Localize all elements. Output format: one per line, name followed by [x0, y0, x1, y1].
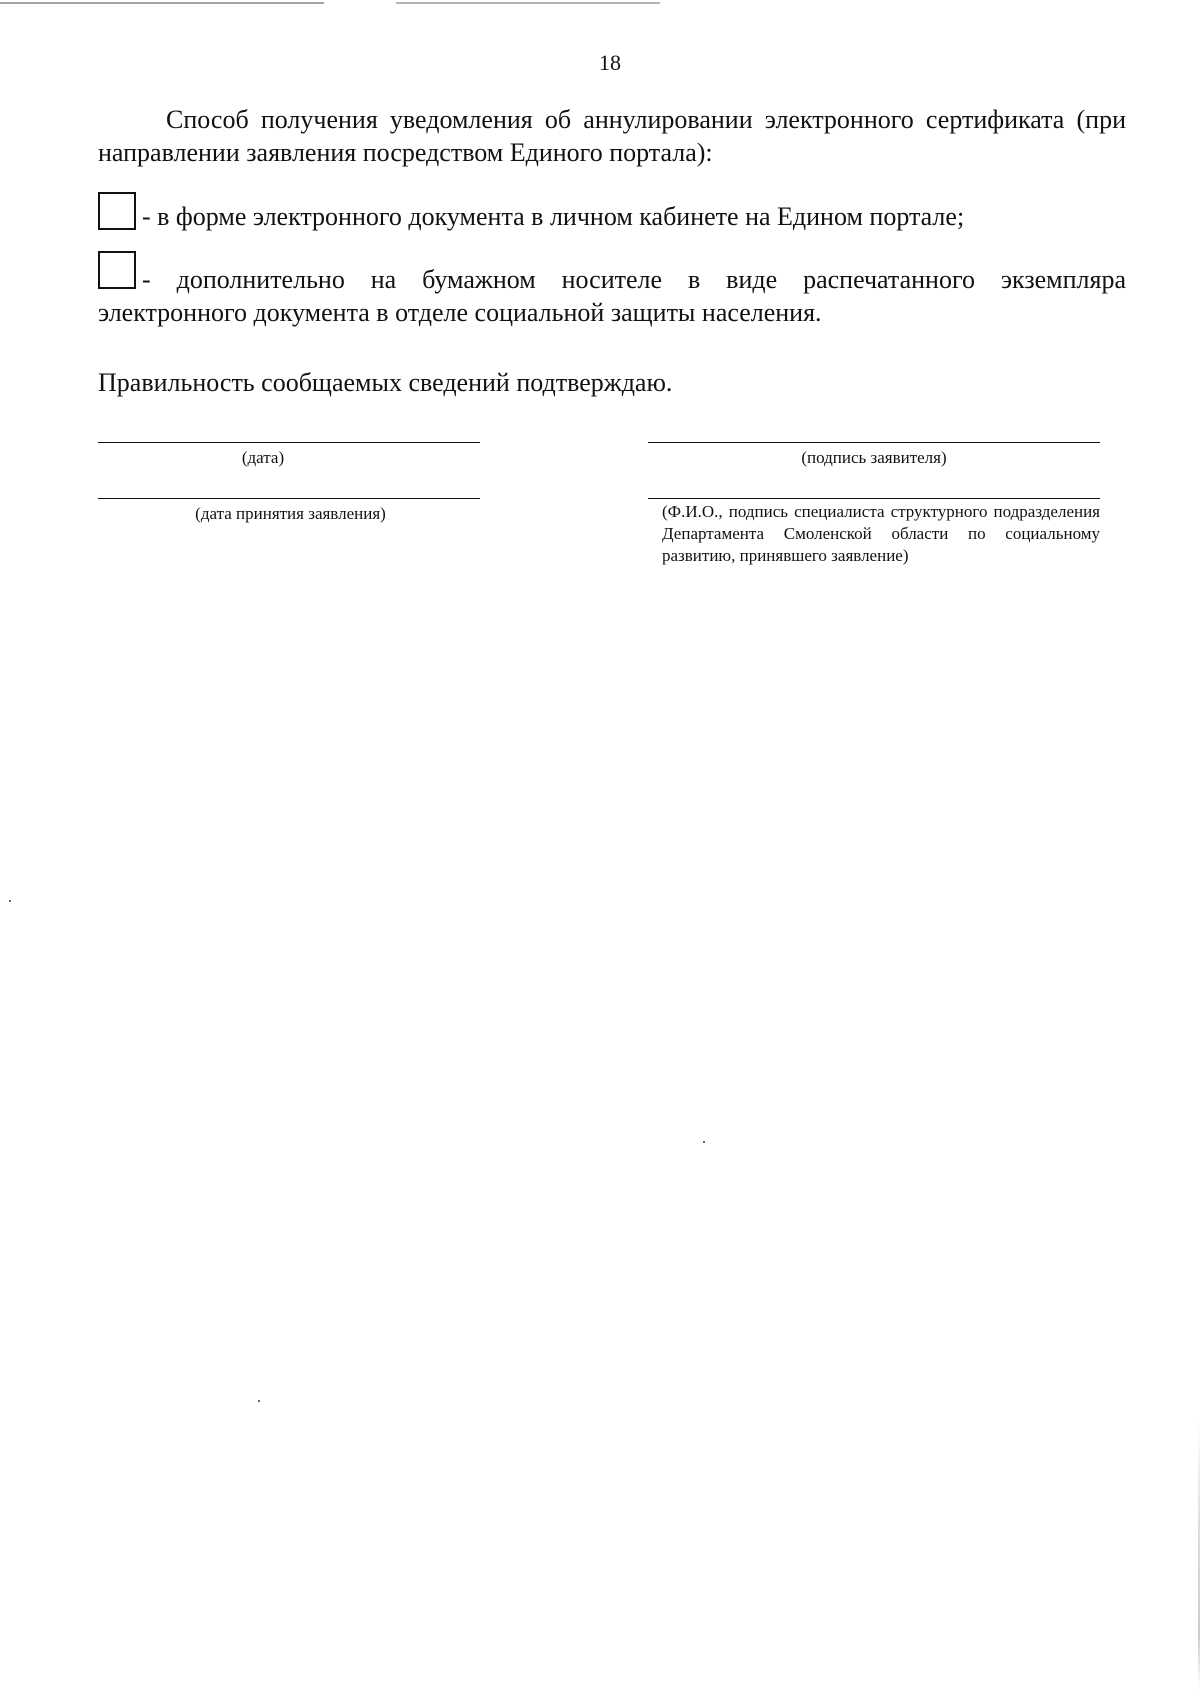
specialist-signature-caption: (Ф.И.О., подпись специалиста структурного подразделения Департамента Смоленской области по социальному развитию, принявшего заявление)	[662, 502, 1100, 565]
scan-speck	[258, 1400, 260, 1402]
applicant-signature-caption: (подпись заявителя)	[801, 448, 947, 467]
option-paper-copy	[98, 263, 1126, 329]
option-electronic-cabinet-checkbox[interactable]	[98, 192, 136, 230]
option-electronic-cabinet	[98, 200, 1126, 233]
specialist-signature-line[interactable]	[648, 498, 1100, 499]
date-line[interactable]	[98, 442, 480, 443]
scan-speck	[703, 1141, 705, 1143]
option-paper-copy-checkbox[interactable]	[98, 251, 136, 289]
option-paper-copy-label-line1: - дополнительно на бумажном носителе в виде распечатанного экземпляра	[142, 265, 1126, 294]
applicant-signature-line[interactable]	[648, 442, 1100, 443]
date-caption: (дата)	[241, 448, 285, 467]
confirmation-statement: Правильность сообщаемых сведений подтверждаю.	[98, 368, 673, 397]
notification-method-intro: Способ получения уведомления об аннулировании электронного сертификата (при направлении заявления посредством Единого портала):	[98, 105, 1126, 167]
acceptance-date-line[interactable]	[98, 498, 480, 499]
page-number: 18	[599, 50, 621, 75]
scan-speck	[9, 900, 11, 902]
acceptance-date-caption: (дата принятия заявления)	[195, 504, 386, 523]
option-electronic-cabinet-label: - в форме электронного документа в личном кабинете на Едином портале;	[142, 202, 965, 231]
scan-edge-top	[0, 2, 1200, 4]
option-paper-copy-label-line2: электронного документа в отделе социальной защиты населения.	[98, 298, 822, 327]
